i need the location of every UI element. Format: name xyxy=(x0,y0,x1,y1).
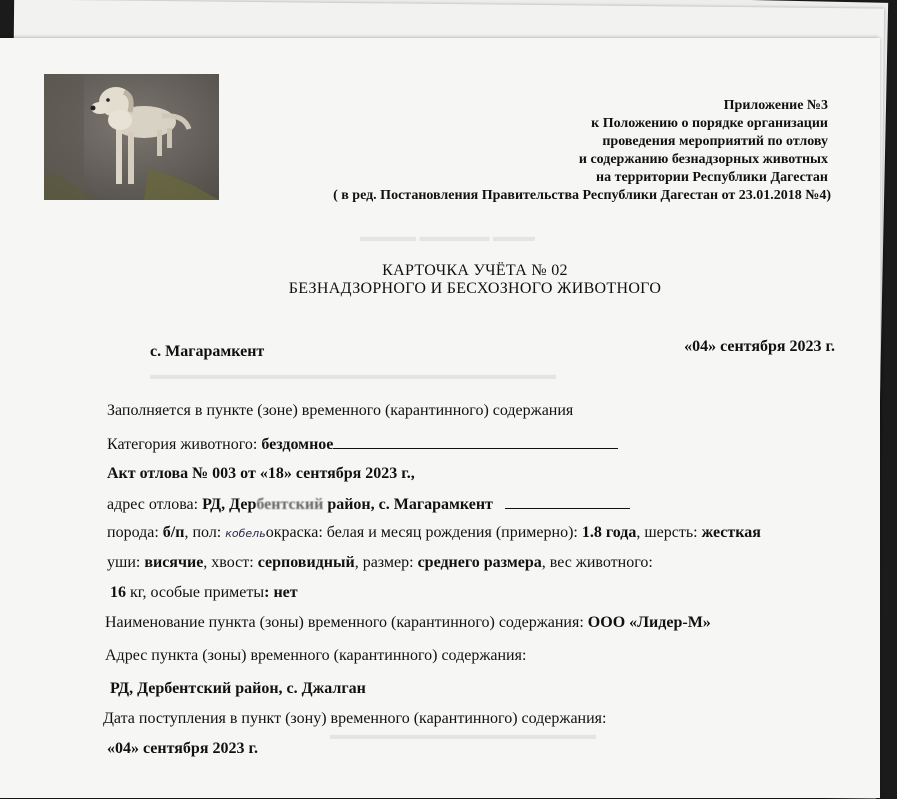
weight-label: , вес животного: xyxy=(541,554,653,571)
weight-value: 16 xyxy=(110,584,126,601)
fur-value: жесткая xyxy=(701,524,761,541)
ears-label: уши: xyxy=(107,554,145,571)
filled-in-note: Заполняется в пункте (зоне) временного (карантинного) содержания xyxy=(107,402,574,419)
capture-act: Акт отлова № 003 от «18» сентября 2023 г., xyxy=(107,465,415,482)
marks-value: : нет xyxy=(264,584,298,601)
address-row xyxy=(107,495,630,514)
point-name-label: Наименование пункта (зоны) временного (карантинного) содержания: xyxy=(105,614,588,631)
underline-blank xyxy=(505,495,630,509)
ears-row xyxy=(107,554,653,572)
tail-value: серповидный xyxy=(257,554,355,571)
bleed-through-text: ▬▬▬▬▬▬▬▬▬▬▬▬▬▬▬▬▬▬▬ xyxy=(330,728,596,743)
address-value-end: район, с. Магарамкент xyxy=(323,496,493,513)
card-date: «04» сентября 2023 г. xyxy=(684,338,835,355)
card-title-line-1: КАРТОЧКА УЧЁТА № 02 xyxy=(382,262,568,279)
dog-photo xyxy=(44,74,219,200)
breed-value: б/п xyxy=(162,524,185,541)
appendix-line-5: на территории Республики Дагестан xyxy=(596,170,828,185)
color-label: окраска: белая и месяц рождения (примерно): xyxy=(265,524,582,541)
appendix-line-2: к Положению о порядке организации xyxy=(591,116,828,131)
weight-row xyxy=(110,584,298,602)
place: с. Магарамкент xyxy=(150,343,265,360)
breed-row xyxy=(107,524,761,542)
card-title-line-2: БЕЗНАДЗОРНОГО И БЕСХОЗНОГО ЖИВОТНОГО xyxy=(288,280,662,297)
category-row xyxy=(107,435,618,454)
appendix-line-1: Приложение №3 xyxy=(723,98,828,113)
arrival-value: «04» сентября 2023 г. xyxy=(107,740,258,757)
address-label: адрес отлова: xyxy=(107,496,203,513)
category-label: Категория животного: xyxy=(107,436,262,453)
address-value-redacted: бентский xyxy=(256,496,324,513)
appendix-line-6: ( в ред. Постановления Правительства Республики Дагестан от 23.01.2018 №4) xyxy=(333,188,831,203)
bleed-through-text: ▬▬▬▬▬▬▬▬▬▬▬▬▬▬▬▬▬▬▬▬▬▬▬▬▬▬▬▬▬ xyxy=(150,368,556,383)
arrival-label: Дата поступления в пункт (зону) временного (карантинного) содержания: xyxy=(103,710,607,727)
category-value: бездомное xyxy=(261,436,334,453)
size-value: среднего размера xyxy=(417,554,542,571)
appendix-line-3: проведения мероприятий по отлову xyxy=(602,134,828,149)
sex-label: , пол: xyxy=(184,524,226,541)
address-value-start: РД, Дер xyxy=(202,496,257,513)
point-name-value: ООО «Лидер-М» xyxy=(587,614,711,631)
point-address-label: Адрес пункта (зоны) временного (карантинного) содержания: xyxy=(105,647,527,664)
breed-label: порода: xyxy=(107,524,163,541)
point-name-row xyxy=(105,614,711,632)
tail-label: , хвост: xyxy=(203,554,258,571)
sex-value-handwritten: кобель xyxy=(225,527,266,540)
bleed-through-text: ▬▬▬▬ ▬▬▬▬▬ ▬▬▬ xyxy=(360,230,535,245)
fur-label: , шерсть: xyxy=(636,524,702,541)
point-address-value: РД, Дербентский район, с. Джалган xyxy=(110,680,366,697)
ears-value: висячие xyxy=(144,554,204,571)
underline-blank xyxy=(333,435,618,449)
appendix-line-4: и содержанию безнадзорных животных xyxy=(578,152,828,167)
age-value: 1.8 года xyxy=(581,524,637,541)
size-label: , размер: xyxy=(354,554,418,571)
weight-unit: кг, особые приметы xyxy=(126,584,265,601)
